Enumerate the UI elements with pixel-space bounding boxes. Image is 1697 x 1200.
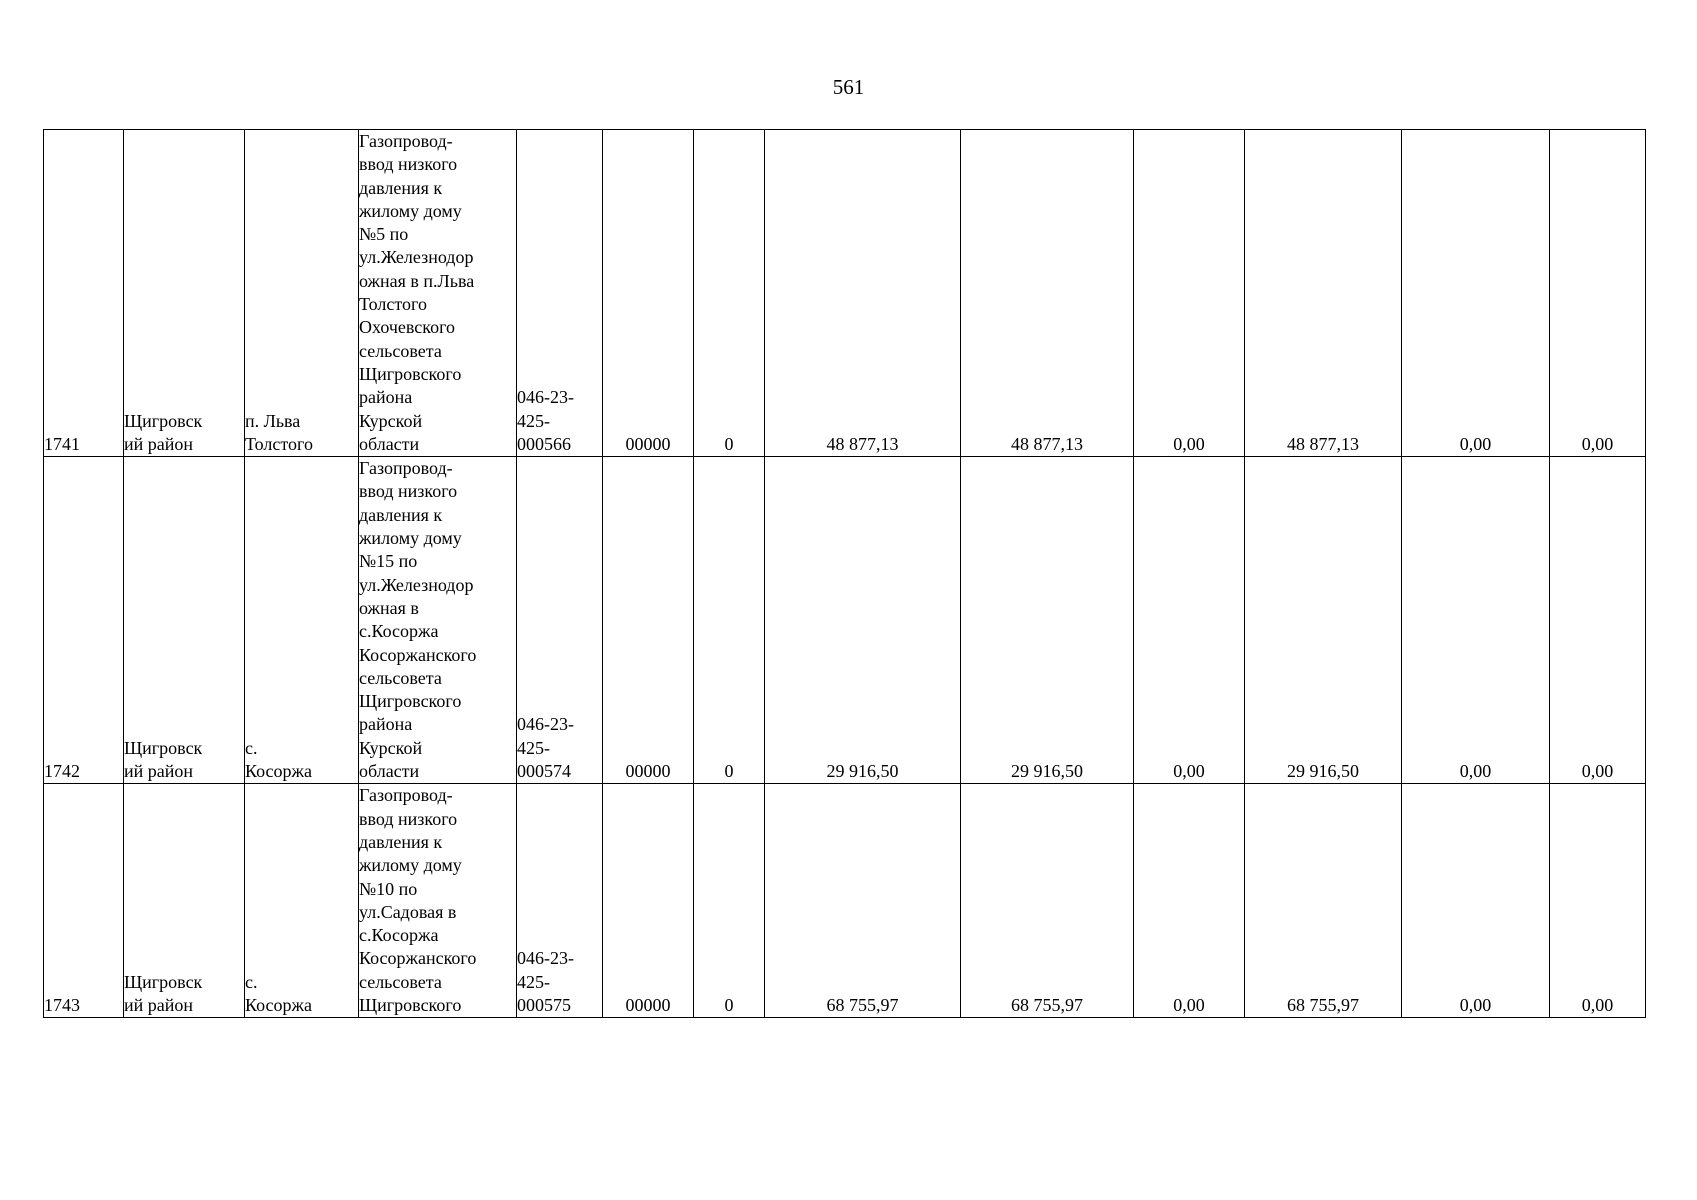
value-cell: 0,00	[1134, 130, 1245, 457]
locality-cell: п. Льва Толстого	[245, 130, 359, 457]
value-cell: 48 877,13	[1245, 130, 1402, 457]
locality-cell: с. Косоржа	[245, 784, 359, 1018]
object-name-cell: Газопровод- ввод низкого давления к жилому дому №5 по ул.Железнодор ожная в п.Льва Толстого Охочевского сельсовета Щигровского района Курской области	[359, 130, 517, 457]
value-cell: 48 877,13	[961, 130, 1134, 457]
row-number-cell: 1742	[44, 457, 124, 784]
value-cell: 68 755,97	[961, 784, 1134, 1018]
table-row	[44, 784, 1646, 1018]
value-cell: 0,00	[1550, 457, 1646, 784]
value-cell: 0,00	[1550, 784, 1646, 1018]
table-row	[44, 457, 1646, 784]
quantity-cell: 0	[694, 457, 765, 784]
object-name-cell: Газопровод- ввод низкого давления к жилому дому №15 по ул.Железнодор ожная в с.Косоржа Косоржанского сельсовета Щигровского района Курской области	[359, 457, 517, 784]
cadastral-code-cell: 046-23- 425- 000574	[517, 457, 603, 784]
value-cell: 29 916,50	[765, 457, 961, 784]
value-cell: 29 916,50	[1245, 457, 1402, 784]
code-cell: 00000	[603, 784, 694, 1018]
code-cell: 00000	[603, 457, 694, 784]
registry-table	[43, 129, 1646, 1018]
district-cell: Щигровск ий район	[124, 130, 245, 457]
value-cell: 68 755,97	[765, 784, 961, 1018]
object-name-cell: Газопровод- ввод низкого давления к жилому дому №10 по ул.Садовая в с.Косоржа Косоржанского сельсовета Щигровского	[359, 784, 517, 1018]
code-cell: 00000	[603, 130, 694, 457]
page-number: 561	[832, 75, 865, 99]
district-cell: Щигровск ий район	[124, 784, 245, 1018]
locality-cell: с. Косоржа	[245, 457, 359, 784]
value-cell: 29 916,50	[961, 457, 1134, 784]
value-cell: 48 877,13	[765, 130, 961, 457]
value-cell: 0,00	[1402, 457, 1550, 784]
quantity-cell: 0	[694, 784, 765, 1018]
district-cell: Щигровск ий район	[124, 457, 245, 784]
cadastral-code-cell: 046-23- 425- 000566	[517, 130, 603, 457]
value-cell: 0,00	[1134, 457, 1245, 784]
cadastral-code-cell: 046-23- 425- 000575	[517, 784, 603, 1018]
row-number-cell: 1743	[44, 784, 124, 1018]
value-cell: 0,00	[1402, 130, 1550, 457]
value-cell: 68 755,97	[1245, 784, 1402, 1018]
value-cell: 0,00	[1550, 130, 1646, 457]
table-row	[44, 130, 1646, 457]
quantity-cell: 0	[694, 130, 765, 457]
value-cell: 0,00	[1402, 784, 1550, 1018]
value-cell: 0,00	[1134, 784, 1245, 1018]
row-number-cell: 1741	[44, 130, 124, 457]
